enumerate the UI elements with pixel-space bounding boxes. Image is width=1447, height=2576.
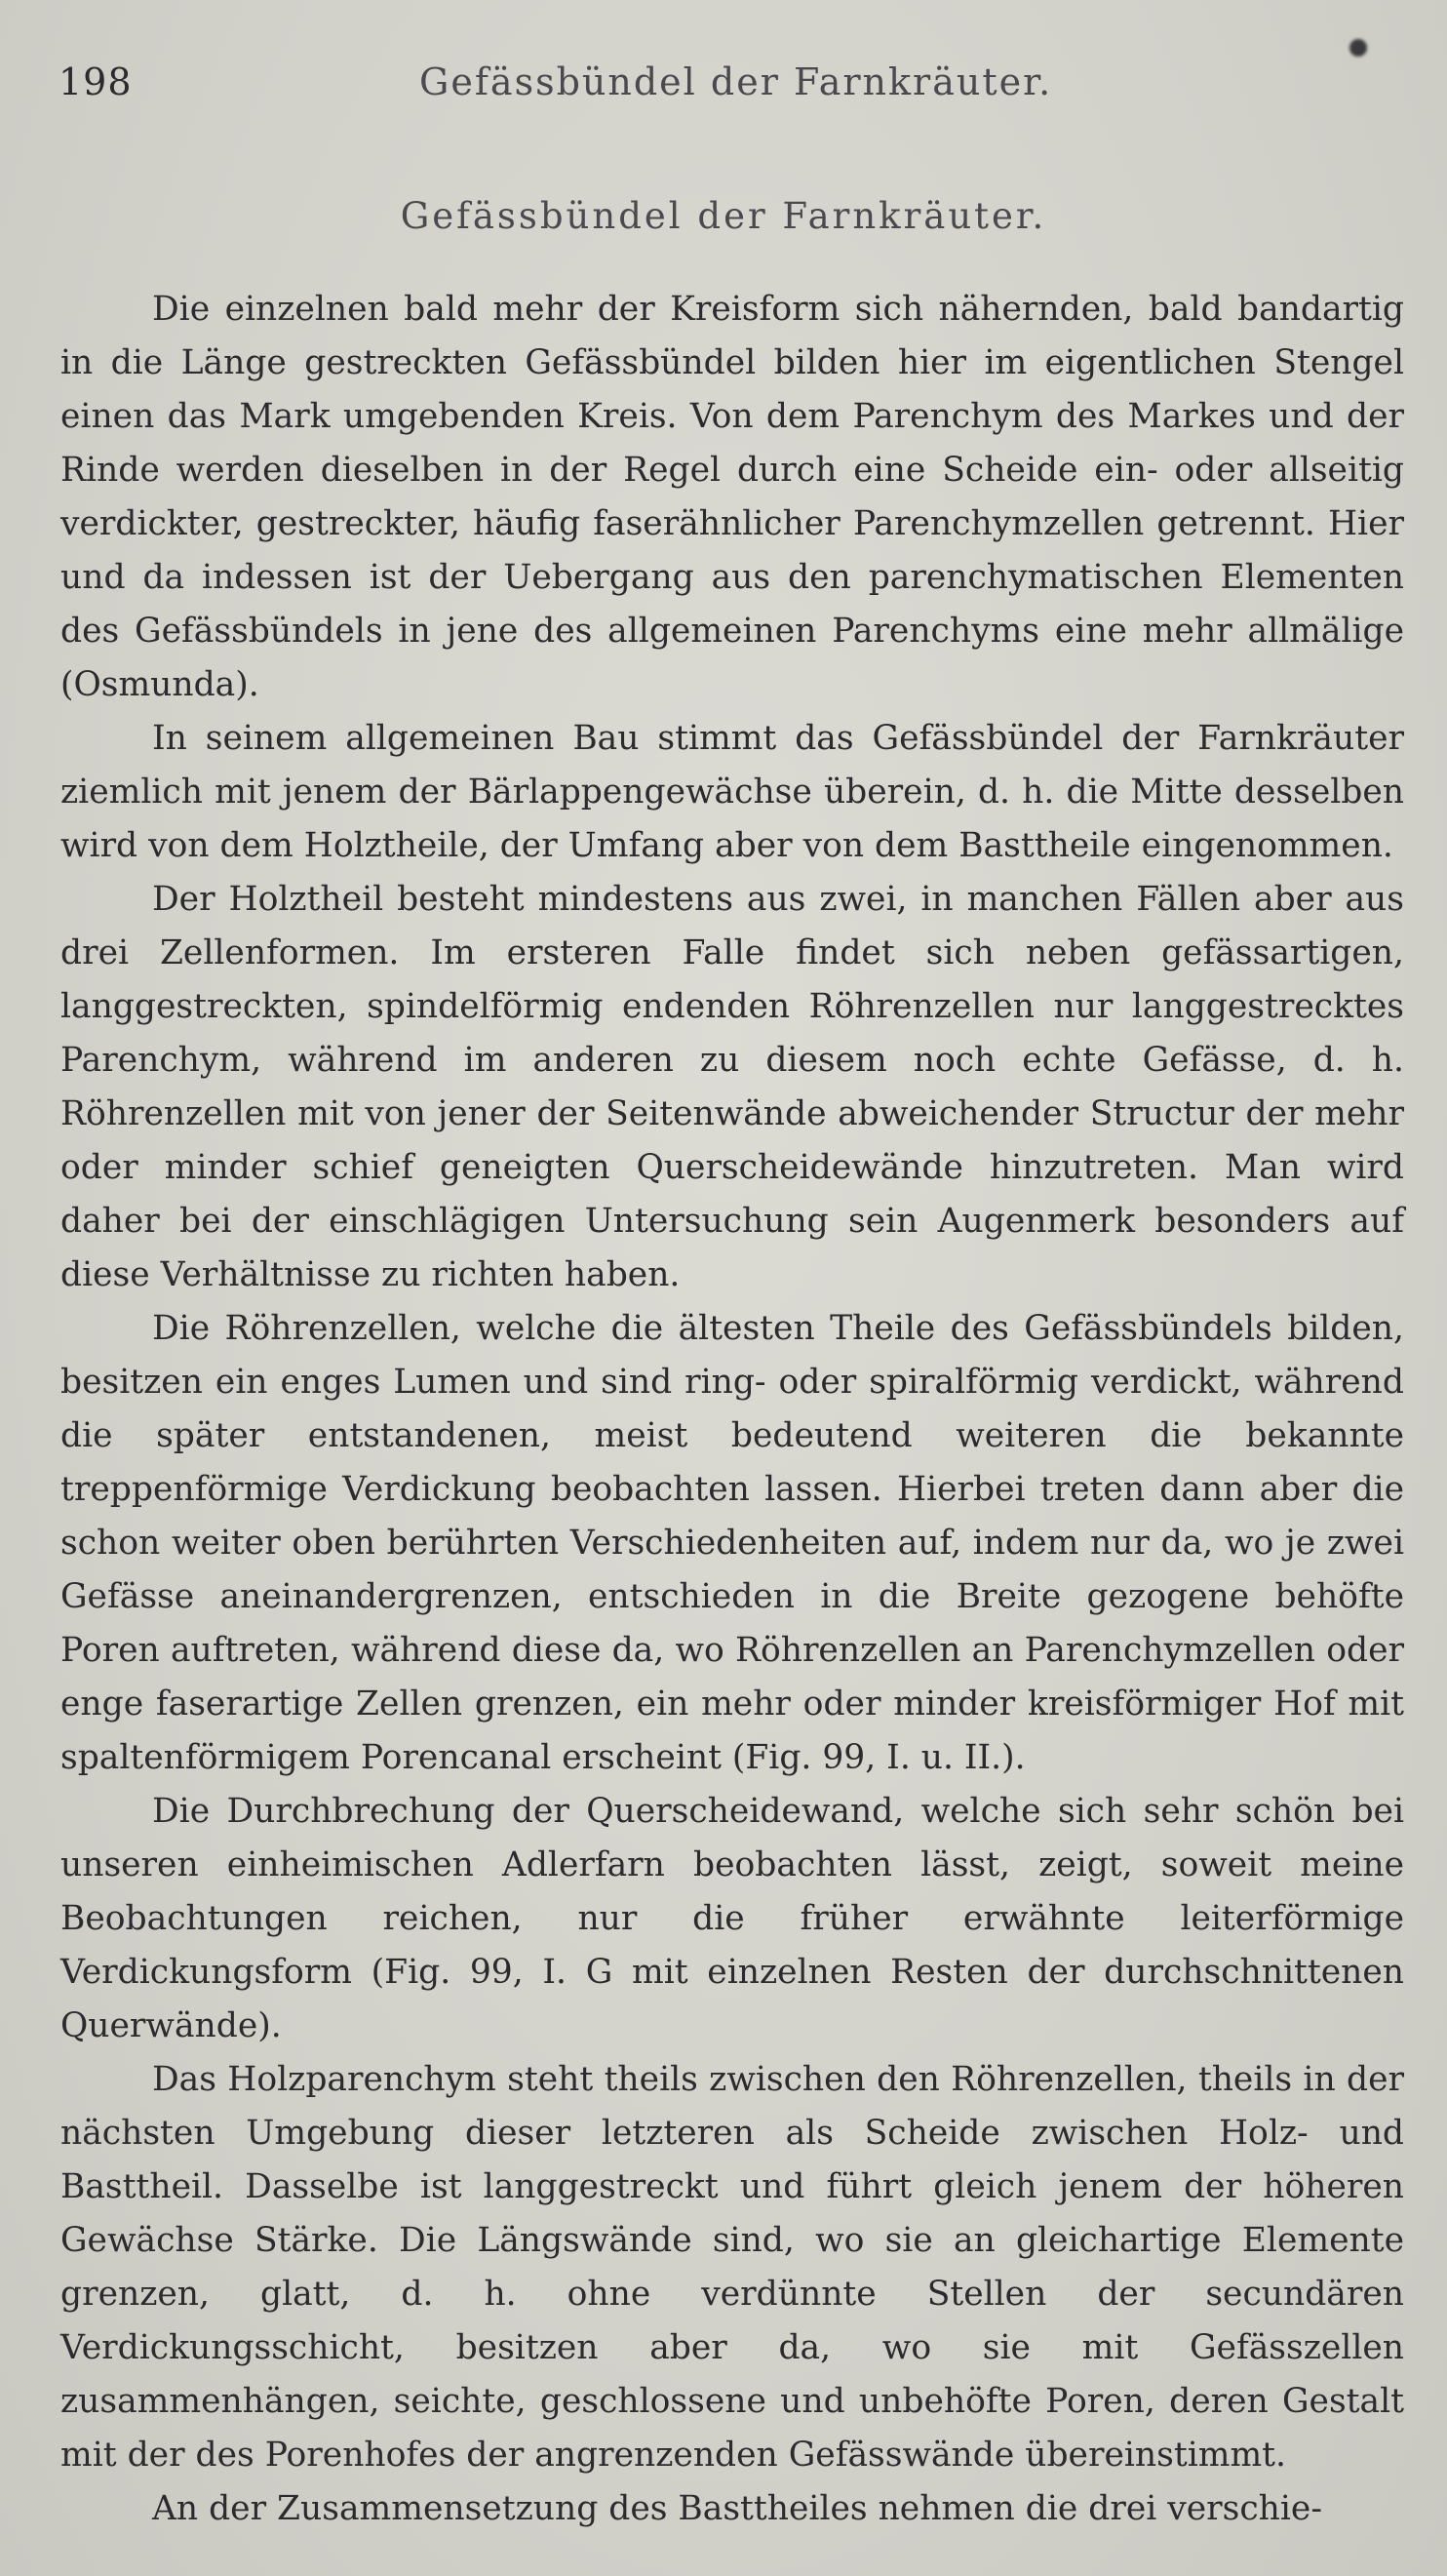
paragraph: Die einzelnen bald mehr der Kreisform sich nähernden, bald bandartig in die Länge gestreckten Gefässbündel bilden hier im eigentlichen Stengel einen das Mark umgebenden Kreis. Von dem Parenchym des Markes und der Rinde werden dieselben in der Regel durch eine Scheide ein- oder allseitig verdickter, gestreckter, häufig faserähnlicher Parenchymzellen getrennt. Hier und da indessen ist der Uebergang aus den parenchymatischen Elementen des Gefässbündels in jene des allgemeinen Parenchyms eine mehr allmälige (Osmunda). — [60, 290, 1404, 704]
paragraph: An der Zusammensetzung des Basttheiles nehmen die drei verschie- — [152, 2489, 1322, 2528]
running-header — [59, 60, 1404, 119]
page-number: 198 — [59, 60, 133, 103]
paragraph: In seinem allgemeinen Bau stimmt das Gefässbündel der Farnkräuter ziemlich mit jenem der Bärlappengewächse überein, d. h. die Mitte desselben wird von dem Holztheile, der Umfang aber von dem Basttheile eingenommen. — [60, 719, 1404, 865]
paragraph: Der Holztheil besteht mindestens aus zwei, in manchen Fällen aber aus drei Zellenformen. Im ersteren Falle findet sich neben gefässartigen, langgestreckten, spindelförmig endenden Röhrenzellen nur langgestrecktes Parenchym, während im anderen zu diesem noch echte Gefässe, d. h. Röhrenzellen mit von jener der Seitenwände abweichender Structur der mehr oder minder schief geneigten Querscheidewände hinzutreten. Man wird daher bei der einschlägigen Untersuchung sein Augenmerk besonders auf diese Verhältnisse zu richten haben. — [60, 880, 1404, 1294]
body-text — [60, 283, 1404, 2536]
paragraph: Das Holzparenchym steht theils zwischen den Röhrenzellen, theils in der nächsten Umgebung dieser letzteren als Scheide zwischen Holz- und Basttheil. Dasselbe ist langgestreckt und führt gleich jenem der höheren Gewächse Stärke. Die Längswände sind, wo sie an gleichartige Elemente grenzen, glatt, d. h. ohne verdünnte Stellen der secundären Verdickungsschicht, besitzen aber da, wo sie mit Gefässzellen zusammenhängen, seichte, geschlossene und unbehöfte Poren, deren Gestalt mit der des Porenhofes der angrenzenden Gefässwände übereinstimmt. — [60, 2060, 1404, 2475]
running-title: Gefässbündel der Farnkräuter. — [419, 60, 1053, 103]
paragraph: Die Röhrenzellen, welche die ältesten Theile des Gefässbündels bilden, besitzen ein enges Lumen und sind ring- oder spiralförmig verdickt, während die später entstandenen, meist bedeutend weiteren die bekannte treppenförmige Verdickung beobachten lassen. Hierbei treten dann aber die schon weiter oben berührten Verschiedenheiten auf, indem nur da, wo je zwei Gefässe aneinandergrenzen, entschieden in die Breite gezogene behöfte Poren auftreten, während diese da, wo Röhrenzellen an Parenchymzellen oder enge faserartige Zellen grenzen, ein mehr oder minder kreisförmiger Hof mit spaltenförmigem Porencanal erscheint (Fig. 99, I. u. II.). — [60, 1309, 1404, 1777]
ink-spot — [1349, 39, 1367, 57]
paragraph: Die Durchbrechung der Querscheidewand, welche sich sehr schön bei unseren einheimischen Adlerfarn beobachten lässt, zeigt, soweit meine Beobachtungen reichen, nur die früher erwähnte leiterförmige Verdickungsform (Fig. 99, I. G mit einzelnen Resten der durchschnittenen Querwände). — [60, 1792, 1404, 2045]
section-heading: Gefässbündel der Farnkräuter. — [400, 195, 1047, 237]
